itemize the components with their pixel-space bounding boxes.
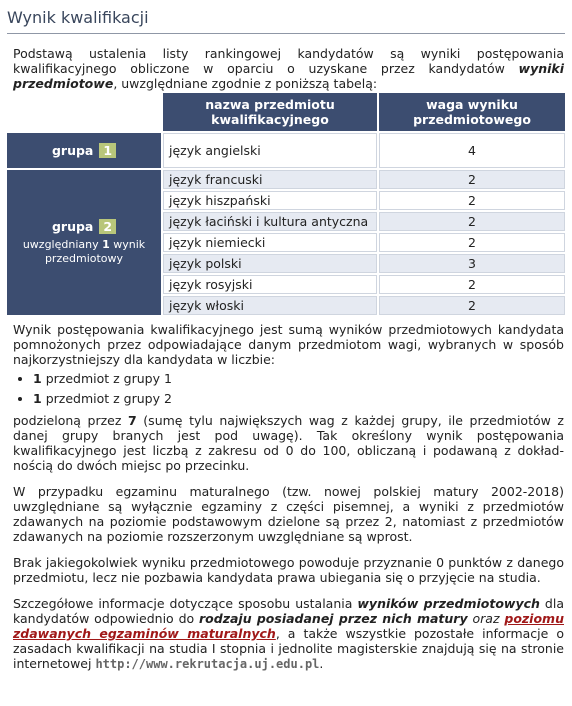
- weight-cell: 2: [379, 191, 565, 210]
- subject-cell: język hiszpański: [163, 191, 377, 210]
- weight-cell: 2: [379, 275, 565, 294]
- group-1-badge: 1: [99, 143, 116, 158]
- page-title: Wynik kwalifikacji: [7, 4, 565, 34]
- group-2-note: uwzględniany 1 wynik przedmiotowy: [22, 238, 146, 265]
- table-row: [7, 133, 565, 168]
- list-item: • 1 przedmiot z grupy 1: [33, 369, 564, 389]
- emphasis-wyniki-przedmiotowe: wyniki przedmiotowe: [13, 61, 564, 91]
- missing-result-paragraph: Brak jakiegokolwiek wyniku przedmiotowego powoduje przyznanie 0 punktów z danego przedmiotu, lecz nie pozbawia kandydata prawa ubiegania się o przyjęcie na studia.: [13, 555, 564, 585]
- divided-paragraph: podzieloną przez 7 (sumę tylu największych wag z każdej grupy, ile przedmiotów z danej grupy branych jest pod uwagę). Tak określony wynik postępowania kwalifikacyjnego jest liczbą z zakresu od 0 do 100, obliczaną i podawaną z dokładnością do dwóch miejsc po przecinku.: [13, 413, 564, 473]
- header-subject: nazwa przedmiotu kwalifikacyjnego: [163, 93, 377, 131]
- weight-cell: 2: [379, 212, 565, 231]
- weight-cell: 2: [379, 233, 565, 252]
- subject-cell: język łaciński i kultura antyczna: [163, 212, 377, 231]
- subject-cell: język angielski: [163, 133, 377, 168]
- weight-cell: 4: [379, 133, 565, 168]
- weight-cell: 2: [379, 170, 565, 189]
- group-2-badge: 2: [99, 219, 116, 234]
- table-row: [7, 170, 565, 189]
- group-1-cell: grupa 1: [7, 133, 161, 168]
- weight-cell: 3: [379, 254, 565, 273]
- matura-paragraph: W przypadku egzaminu maturalnego (tzw. nowej polskiej matury 2002-2018) uwzględniane są wyłącznie egzaminy z części pisemnej, a wyniki z przedmiotów zdawanych na poziomie podstawowym dzielone są przez 2, natomiast z przedmiotów zdawanych na poziomie rozszerzonym uwzględniane są wprost.: [13, 484, 564, 544]
- qualification-table: [5, 91, 567, 317]
- group-2-cell: grupa 2 uwzględniany 1 wynik przedmiotowy: [7, 170, 161, 315]
- subject-cell: język polski: [163, 254, 377, 273]
- subject-cell: język francuski: [163, 170, 377, 189]
- result-paragraph: Wynik postępowania kwalifikacyjnego jest sumą wyników przedmiotowych kandydata pomnożonych przez odpowiadające danym przedmiotom wagi, wybranych w sposób najkorzystniejszy dla kandydata w liczbie:: [13, 322, 564, 367]
- subject-cell: język rosyjski: [163, 275, 377, 294]
- weight-cell: 2: [379, 296, 565, 315]
- details-paragraph: Szczegółowe informacje dotyczące sposobu ustalania wyników przedmiotowych dla kandydatów odpowiednio do rodzaju posiadanej przez nich matury oraz poziomu zdawanych egzaminów maturalnych, a także wszystkie pozostałe informacje o zasadach kwalifikacji na studia I stopnia i jednolite magisterskie znajdują się na stronie internetowej http://www.rekrutacja.uj.edu.pl.: [13, 596, 564, 671]
- subject-cell: język niemiecki: [163, 233, 377, 252]
- subject-cell: język włoski: [163, 296, 377, 315]
- bullet-list: [13, 369, 564, 409]
- list-item: • 1 przedmiot z grupy 2: [33, 389, 564, 409]
- recruitment-website-link[interactable]: http://www.rekrutacja.uj.edu.pl: [95, 657, 320, 671]
- intro-paragraph: Podstawą ustalenia listy rankingowej kandydatów są wyniki postępowania kwalifikacyjnego obliczone w oparciu o uzyskane przez kandydatów wyniki przedmiotowe, uwzględniane zgodnie z poniższą tabelą:: [13, 46, 564, 91]
- main-content: [0, 46, 572, 672]
- header-weight: waga wyniku przedmiotowego: [379, 93, 565, 131]
